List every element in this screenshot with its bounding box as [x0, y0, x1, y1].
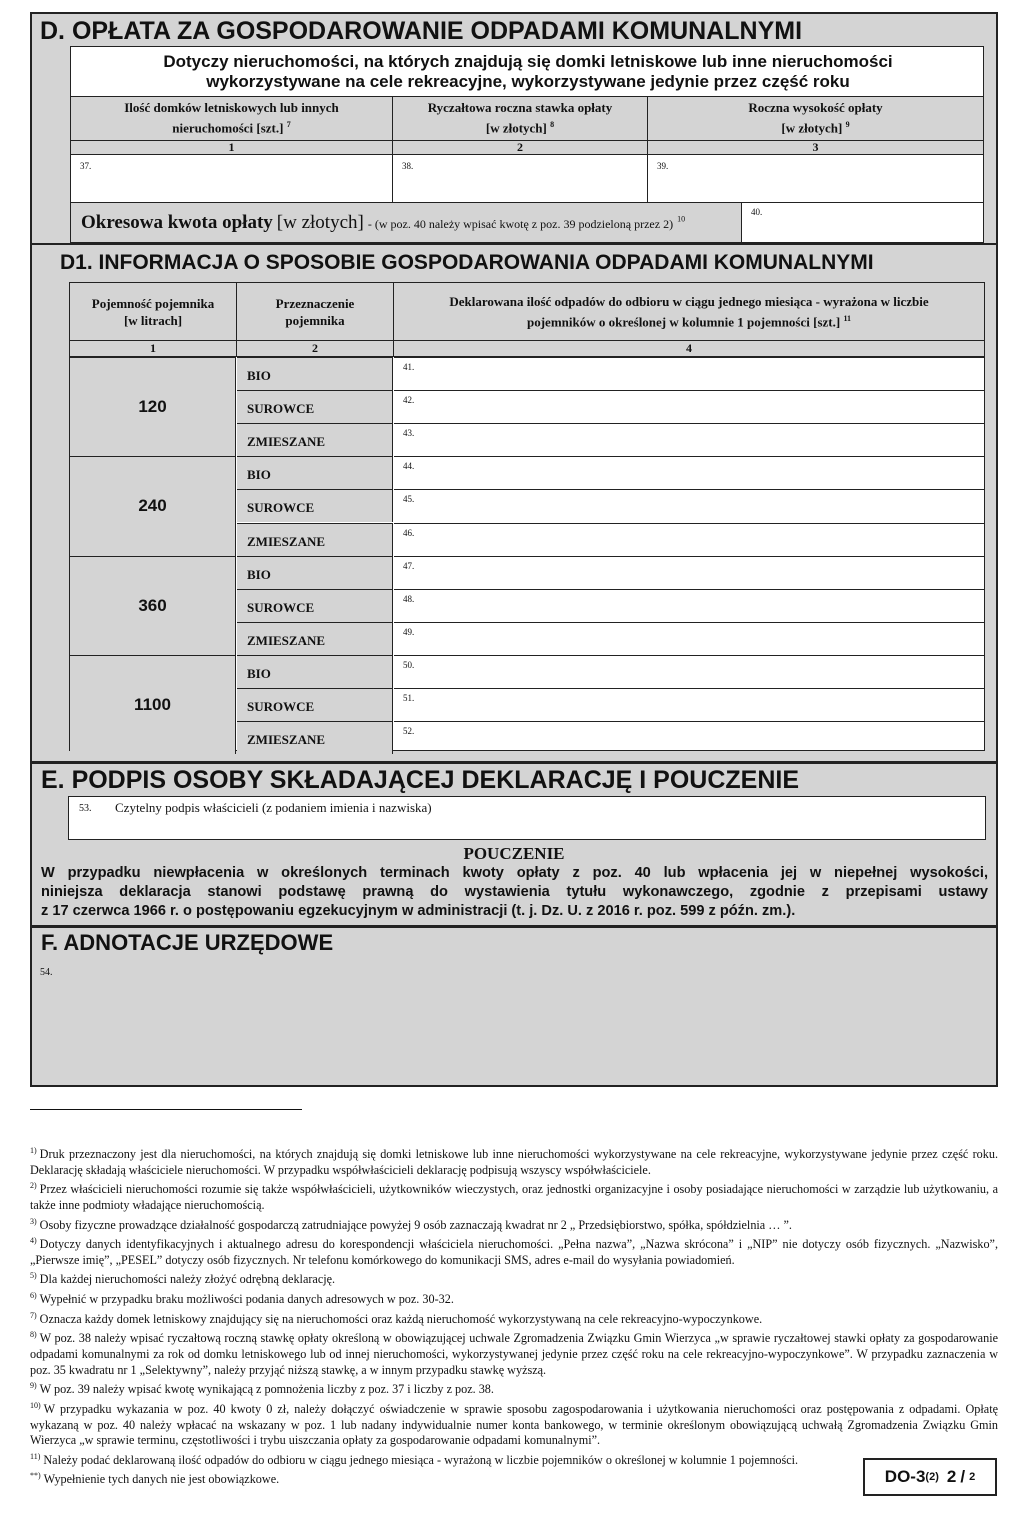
quantity-field[interactable] — [394, 423, 984, 456]
field-number: 49. — [403, 626, 415, 637]
col-num-2: 2 — [517, 140, 523, 154]
purpose-cell — [237, 489, 393, 522]
quantity-field[interactable] — [394, 622, 984, 655]
footnote-text: Dotyczy danych identyfikacyjnych i aktualnego adresu do korespondencji właściciela nieruchomości. „Pełna nazwa”, „Nazwa skrócona” i „NIP” nie dotyczy osób fizycznych. „Nazwisko”, „Pierwsze imię”, „PESEL” dotyczy osób fizycznych. Nr telefonu komórkowego do komunikacji SMS, adres e-mail do wysyłania powiadomień. — [30, 1237, 998, 1267]
quantity-field[interactable] — [394, 688, 984, 721]
col-num-3: 3 — [812, 140, 819, 154]
footnote — [30, 1178, 998, 1213]
purpose-cell — [237, 556, 393, 589]
field-40[interactable]: 40. — [741, 203, 983, 242]
footnote — [30, 1288, 998, 1308]
capacity-cell: 1100 — [70, 655, 236, 754]
footnote — [30, 1214, 998, 1234]
d1-num-2: 2 — [312, 341, 318, 355]
quantity-field[interactable] — [394, 489, 984, 522]
official-notes-field[interactable]: 54. — [40, 967, 53, 978]
footnote — [30, 1468, 998, 1488]
purpose-label: ZMIESZANE — [247, 732, 326, 748]
section-f — [30, 926, 998, 1087]
footnote-text: W poz. 39 należy wpisać kwotę wynikającą z pomnożenia liczby z poz. 37 i liczby z poz. 38. — [39, 1382, 494, 1397]
purpose-label: ZMIESZANE — [247, 533, 326, 549]
purpose-cell — [237, 357, 393, 390]
purpose-cell — [237, 423, 393, 456]
pouczenie-text: W przypadku niewpłacenia w określonych terminach kwoty opłaty z poz. 40 lub wpłacenia jej w niepełnej wysokości, niniejsza deklaracja stanowi podstawę prawną do wystawienia tytułu wykonawczego, zgodnie z przepisami ustawy z 17 czerwca 1966 r. o postępowaniu egzekucyjnym w administracji (t. j. Dz. U. z 2016 r. poz. 599 z późn. zm.). — [41, 865, 988, 919]
footnote — [30, 1398, 998, 1449]
form-code-box: DO-3 (2) 2 / 2 — [863, 1458, 997, 1496]
footnote-text: Dla każdej nieruchomości należy złożyć odrębną deklarację. — [39, 1272, 336, 1287]
footnote — [30, 1233, 998, 1268]
purpose-label: BIO — [247, 467, 271, 483]
footnote-text: Osoby fizyczne prowadzące działalność gospodarczą zatrudniające powyżej 9 osób zaznaczają kwadrat nr 2 „ Przedsiębiorstwo, spółka, spółdzielnia … ”. — [39, 1217, 792, 1232]
footnote-marker: 7) — [30, 1310, 37, 1320]
section-f-title: F. ADNOTACJE URZĘDOWE — [41, 930, 334, 955]
footnote-marker: **) — [30, 1471, 41, 1481]
pouczenie — [32, 844, 996, 921]
capacity-cell: 240 — [70, 456, 236, 555]
purpose-label: ZMIESZANE — [247, 632, 326, 648]
purpose-label: BIO — [247, 665, 271, 681]
divider — [236, 283, 237, 356]
divider — [393, 283, 394, 356]
footnote-text: Oznacza każdy domek letniskowy znajdujący się na nieruchomości oraz każdą nieruchomość wykorzystywaną na cele rekreacyjno-wypoczynkowe. — [39, 1311, 763, 1326]
footnote-marker: 5) — [30, 1271, 37, 1281]
field-number: 47. — [403, 560, 415, 571]
footnote-marker: 4) — [30, 1236, 37, 1246]
purpose-cell — [237, 655, 393, 688]
section-d-subtitle: Dotyczy nieruchomości, na których znajdują się domki letniskowe lub inne nieruchomości wykorzystywane na cele rekreacyjne, wykorzystywane jedynie przez część roku — [163, 52, 893, 91]
col-header-rate: Ryczałtowa roczna stawka opłaty [w złotych] $^8$ — [427, 100, 613, 136]
footnote-marker: 8) — [30, 1330, 37, 1340]
section-e — [30, 763, 998, 927]
footnote-marker: 9) — [30, 1381, 37, 1391]
purpose-cell — [237, 456, 393, 489]
purpose-cell — [237, 523, 393, 556]
footnote-text: Przez właścicieli nieruchomości rozumie się także współwłaścicieli, użytkowników wieczystych, oraz jednostki organizacyjne i osoby posiadające nieruchomości w zarządzie lub użytkowaniu, a także inne podmioty władające nieruchomością. — [30, 1182, 998, 1212]
quantity-field[interactable] — [394, 456, 984, 489]
purpose-label: BIO — [247, 368, 271, 383]
col-header-quantity: Ilość domków letniskowych lub innych nieruchomości [szt.] $^7$ — [124, 100, 339, 136]
periodic-label: Okresowa kwota opłaty [w złotych] - (w poz. 40 należy wpisać kwotę z poz. 39 podzieloną przez 2) $^{10}$ — [81, 212, 686, 233]
d1-num-1: 1 — [150, 341, 156, 355]
section-d-table — [70, 46, 984, 243]
purpose-cell — [237, 622, 393, 655]
section-d — [30, 12, 998, 245]
footnote-marker: 2) — [30, 1181, 37, 1191]
footnote — [30, 1308, 998, 1328]
field-38[interactable]: 38. — [402, 161, 414, 171]
purpose-label: SUROWCE — [247, 599, 315, 615]
section-d1-title: D1. INFORMACJA O SPOSOBIE GOSPODAROWANIA ODPADAMI KOMUNALNYMI — [60, 251, 874, 274]
field-number: 43. — [403, 428, 415, 439]
quantity-field[interactable] — [394, 655, 984, 688]
d1-table — [69, 282, 985, 751]
col-header-annual: Roczna wysokość opłaty [w złotych] $^9$ — [748, 100, 883, 136]
quantity-field[interactable] — [394, 721, 984, 754]
purpose-label: SUROWCE — [247, 500, 315, 516]
footnote-text: W poz. 38 należy wpisać ryczałtową roczną stawkę opłaty określoną w obowiązującej uchwale Zgromadzenia Związku Gmin Wierzyca „w sprawie ryczałtowej stawki opłaty za gospodarowanie odpadami komunalnymi za rok od domku letniskowego lub od innej nieruchomości, wykorzystywanej jedynie przez część roku na cele rekreacyjno-wypoczynkowe”. W przypadku zaznaczenia w poz. 35 kwadratu nr 1 „Selektywny”, należy przyjąć niższą stawkę, a w innym przypadku stawkę wyższą. — [30, 1331, 998, 1377]
footnote-marker: 11) — [30, 1451, 41, 1461]
d1-col-capacity-header: Pojemność pojemnika [w litrach] — [91, 296, 215, 328]
capacity-cell: 120 — [70, 357, 236, 456]
field-number: 52. — [403, 726, 415, 737]
quantity-field[interactable] — [394, 390, 984, 423]
purpose-label: SUROWCE — [247, 401, 315, 417]
page-slash: / — [960, 1467, 966, 1486]
d1-col-quantity-header: Deklarowana ilość odpadów do odbioru w ciągu jednego miesiąca - wyrażona w liczbie pojemników o określonej w kolumnie 1 pojemności [szt.] $^{11}$ — [449, 294, 929, 330]
field-number: 48. — [403, 593, 415, 604]
footnote-marker: 3) — [30, 1216, 37, 1226]
col-num-1: 1 — [228, 140, 235, 154]
pouczenie-title: POUCZENIE — [463, 844, 565, 863]
footnote — [30, 1143, 998, 1178]
footnote-marker: 10) — [30, 1400, 41, 1410]
field-39[interactable]: 39. — [657, 161, 669, 171]
footnote — [30, 1378, 998, 1398]
field-number: 42. — [403, 395, 415, 406]
field-number: 45. — [403, 494, 415, 505]
purpose-cell — [237, 721, 393, 754]
footnote — [30, 1268, 998, 1288]
section-d1 — [30, 245, 998, 763]
signature-field-label: Czytelny podpis właścicieli (z podaniem imienia i nazwiska) — [115, 800, 432, 815]
footnote-text: W przypadku wykazania w poz. 40 kwoty 0 zł, należy dołączyć oświadczenie w sprawie sposobu zagospodarowania i użytkowania nieruchomości oraz postępowania z odpadami. Opłatę wykazaną w poz. 40 należy wpłacać na wskazany w poz. 1 lub nadany indywidualnie numer konta bankowego, w terminie określonym obowiązującą uchwałą Zgromadzenia Związku Gmin Wierzyca „w sprawie terminu, częstotliwości i trybu uiszczania opłaty za gospodarowanie odpadami komunalnymi”. — [30, 1401, 998, 1448]
footnote-separator — [30, 1109, 302, 1110]
quantity-field[interactable] — [394, 357, 984, 390]
field-37[interactable]: 37. — [80, 161, 92, 171]
field-number: 51. — [403, 693, 415, 703]
field-number: 41. — [403, 362, 415, 372]
signature-field[interactable]: 53. Czytelny podpis właścicieli (z podaniem imienia i nazwiska) — [68, 796, 986, 840]
section-d-title: D. OPŁATA ZA GOSPODAROWANIE ODPADAMI KOMUNALNYMI — [40, 17, 803, 45]
field-number: 44. — [403, 461, 415, 472]
purpose-cell — [237, 589, 393, 622]
footnote-text: Wypełnić w przypadku braku możliwości podania danych adresowych w poz. 30-32. — [39, 1292, 454, 1307]
capacity-cell: 360 — [70, 556, 236, 655]
footnote-text: Druk przeznaczony jest dla nieruchomości, na których znajdują się domki letniskowe lub inne nieruchomości wykorzystywane na cele rekreacyjne, wykorzystywane jedynie przez część roku. Deklarację składają właściciele nieruchomości. W przypadku współwłaścicieli deklarację podpisują wszyscy współwłaściciele. — [30, 1147, 998, 1177]
purpose-label: SUROWCE — [247, 699, 315, 714]
field-number: 46. — [403, 527, 415, 538]
purpose-cell — [237, 390, 393, 423]
footnote-text: Wypełnienie tych danych nie jest obowiązkowe. — [43, 1472, 280, 1487]
quantity-field[interactable] — [394, 523, 984, 556]
footnote-marker: 6) — [30, 1291, 37, 1301]
field-number: 50. — [403, 659, 415, 670]
footnote-marker: 1) — [30, 1146, 37, 1155]
quantity-field[interactable] — [394, 589, 984, 622]
quantity-field[interactable] — [394, 556, 984, 589]
purpose-label: ZMIESZANE — [247, 434, 326, 450]
d1-num-4: 4 — [686, 341, 692, 355]
purpose-label: BIO — [247, 566, 271, 582]
footnote — [30, 1449, 998, 1469]
d1-col-purpose-header: Przeznaczenie pojemnika — [275, 296, 355, 328]
footnote — [30, 1327, 998, 1378]
purpose-cell — [237, 688, 393, 721]
footnote-text: Należy podać deklarowaną ilość odpadów do odbioru w ciągu jednego miesiąca - wyrażoną w liczbie pojemników o określonej w kolumnie 1 pojemności. — [43, 1452, 799, 1467]
footnotes — [30, 1143, 998, 1488]
section-e-title: E. PODPIS OSOBY SKŁADAJĄCEJ DEKLARACJĘ I POUCZENIE — [41, 766, 800, 794]
